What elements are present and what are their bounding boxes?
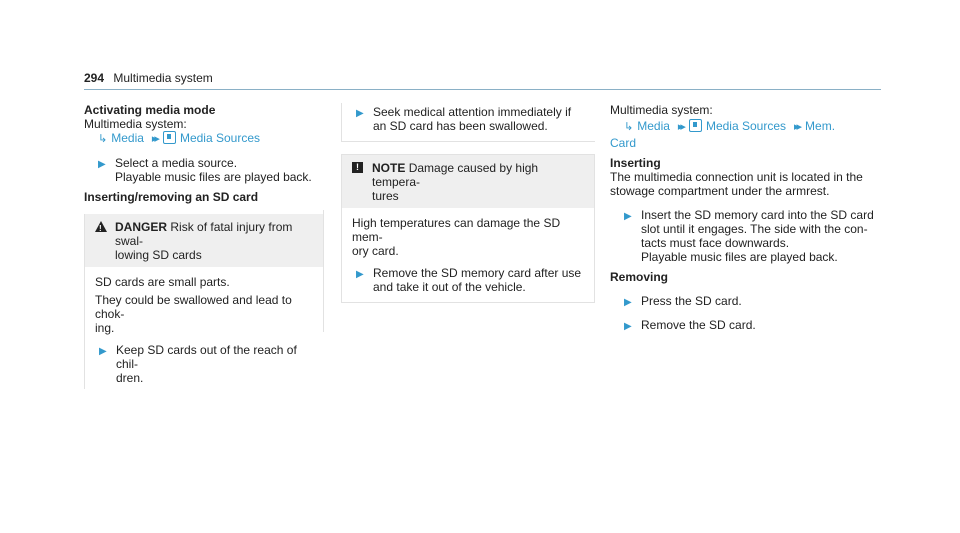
path-item-mem-card-cont[interactable]: Card bbox=[610, 136, 637, 150]
seek-medical-line2: an SD card has been swallowed. bbox=[373, 119, 548, 133]
step-press-text: Press the SD card. bbox=[641, 294, 742, 308]
danger-step-line1: Keep SD cards out of the reach of chil- bbox=[116, 343, 297, 371]
path-item-mem-card[interactable]: Mem. bbox=[805, 119, 836, 133]
danger-label: DANGER bbox=[115, 220, 168, 234]
path-item-media-sources[interactable]: Media Sources bbox=[705, 119, 786, 133]
inserting-text-2: stowage compartment under the armrest. bbox=[610, 184, 830, 198]
notice-icon: ! bbox=[352, 162, 363, 173]
inserting-text-1: The multimedia connection unit is located in the bbox=[610, 170, 863, 184]
danger-body-text-2a: They could be swallowed and lead to chok- bbox=[95, 293, 292, 321]
heading-activating: Activating media mode bbox=[84, 103, 216, 117]
path-item-media-sources[interactable]: Media Sources bbox=[179, 131, 260, 145]
step-remove-card bbox=[610, 318, 882, 332]
chevron-right-icon: ▸▸ bbox=[151, 133, 157, 145]
danger-body-text-2b: ing. bbox=[95, 321, 115, 335]
danger-step bbox=[95, 343, 316, 385]
step-insert-line1: Insert the SD memory card into the SD card bbox=[641, 208, 874, 222]
step-arrow-icon: ▶ bbox=[98, 159, 106, 170]
column-2 bbox=[341, 103, 595, 303]
notice-box bbox=[341, 154, 595, 303]
media-sources-icon bbox=[689, 119, 702, 132]
step-arrow-icon: ▶ bbox=[356, 269, 364, 280]
danger-box-right-border bbox=[323, 210, 324, 332]
danger-body bbox=[85, 267, 324, 389]
step-result: Playable music files are played back. bbox=[115, 170, 312, 184]
menu-path-col3 bbox=[610, 117, 882, 134]
step-text: Select a media source. bbox=[115, 156, 238, 170]
intro-text: Multimedia system: bbox=[84, 117, 187, 131]
heading-removing: Removing bbox=[610, 270, 669, 284]
page-header bbox=[84, 71, 881, 90]
step-insert-card bbox=[610, 208, 882, 264]
warning-icon bbox=[95, 221, 107, 232]
step-insert-result: Playable music files are played back. bbox=[641, 250, 838, 264]
path-item-media[interactable]: Media bbox=[111, 131, 144, 145]
notice-step-line2: and take it out of the vehicle. bbox=[373, 280, 526, 294]
notice-label: NOTE bbox=[372, 161, 406, 175]
column-1 bbox=[84, 103, 324, 389]
step-arrow-icon: ▶ bbox=[624, 297, 632, 308]
notice-body bbox=[342, 208, 594, 302]
column-3 bbox=[610, 103, 882, 332]
danger-header bbox=[85, 214, 324, 267]
step-arrow-icon: ▶ bbox=[356, 108, 364, 119]
media-sources-icon bbox=[163, 131, 176, 144]
path-arrow-icon: ↳ bbox=[624, 121, 634, 133]
notice-title-line1: Damage caused by high tempera- bbox=[372, 161, 539, 189]
path-arrow-icon: ↳ bbox=[98, 133, 108, 145]
intro-text-col3: Multimedia system: bbox=[610, 103, 713, 117]
notice-body-line1: High temperatures can damage the SD mem- bbox=[352, 216, 561, 244]
seek-medical-step bbox=[352, 105, 587, 133]
notice-body-line2: ory card. bbox=[352, 244, 399, 258]
heading-inserting-removing: Inserting/removing an SD card bbox=[84, 190, 259, 204]
notice-step-line1: Remove the SD memory card after use bbox=[373, 266, 582, 280]
danger-continuation-box bbox=[341, 103, 595, 142]
chevron-right-icon: ▸▸ bbox=[677, 121, 683, 133]
heading-inserting: Inserting bbox=[610, 156, 661, 170]
menu-path bbox=[84, 131, 324, 146]
step-arrow-icon: ▶ bbox=[99, 346, 107, 357]
chevron-right-icon: ▸▸ bbox=[794, 121, 800, 133]
header-title: Multimedia system bbox=[113, 71, 213, 85]
step-insert-line2: slot until it engages. The side with the con- bbox=[641, 222, 868, 236]
notice-step bbox=[352, 266, 586, 294]
step-press-card bbox=[610, 294, 882, 308]
danger-body-text-1: SD cards are small parts. bbox=[95, 275, 230, 289]
danger-step-line2: dren. bbox=[116, 371, 144, 385]
step-insert-line3: tacts must face downwards. bbox=[641, 236, 790, 250]
page-number: 294 bbox=[84, 71, 105, 85]
notice-title-line2: tures bbox=[372, 189, 399, 203]
danger-title-line1: Risk of fatal injury from swal- bbox=[115, 220, 293, 248]
seek-medical-line1: Seek medical attention immediately if bbox=[373, 105, 572, 119]
notice-header bbox=[342, 155, 594, 208]
path-item-media[interactable]: Media bbox=[637, 119, 670, 133]
step-arrow-icon: ▶ bbox=[624, 211, 632, 222]
step-select-source bbox=[84, 156, 324, 184]
step-remove-text: Remove the SD card. bbox=[641, 318, 756, 332]
danger-title-line2: lowing SD cards bbox=[115, 248, 202, 262]
step-arrow-icon: ▶ bbox=[624, 321, 632, 332]
danger-box bbox=[84, 214, 324, 389]
